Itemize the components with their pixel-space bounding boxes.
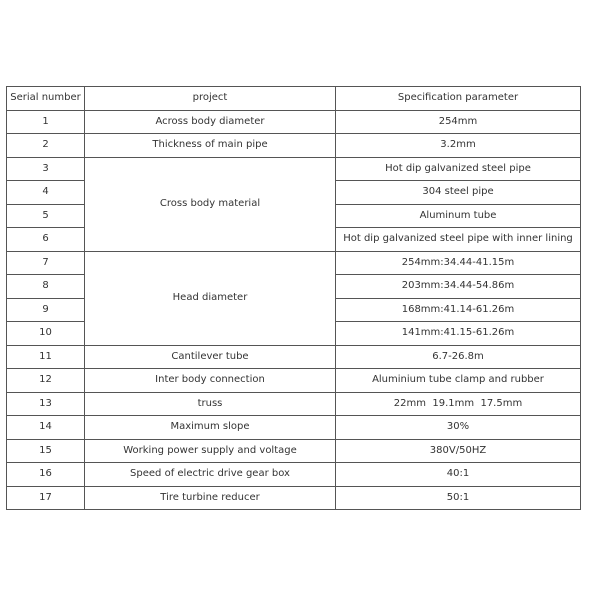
table-row (7, 486, 581, 510)
project-cell: Working power supply and voltage (85, 439, 336, 463)
spec-cell: 168mm:41.14-61.26m (336, 298, 581, 322)
header-serial-number: Serial number (7, 87, 85, 111)
header-project: project (85, 87, 336, 111)
specification-table (6, 86, 581, 510)
spec-cell: 40:1 (336, 463, 581, 487)
spec-cell: 3.2mm (336, 134, 581, 158)
serial-number-cell: 16 (7, 463, 85, 487)
table-row (7, 392, 581, 416)
serial-number-cell: 13 (7, 392, 85, 416)
table-row (7, 345, 581, 369)
serial-number-cell: 9 (7, 298, 85, 322)
serial-number-cell: 4 (7, 181, 85, 205)
serial-number-cell: 10 (7, 322, 85, 346)
spec-cell: 304 steel pipe (336, 181, 581, 205)
spec-cell: Hot dip galvanized steel pipe (336, 157, 581, 181)
serial-number-cell: 1 (7, 110, 85, 134)
serial-number-cell: 3 (7, 157, 85, 181)
serial-number-cell: 14 (7, 416, 85, 440)
spec-cell: Hot dip galvanized steel pipe with inner lining (336, 228, 581, 252)
project-cell-merged: Cross body material (85, 157, 336, 251)
table-row (7, 110, 581, 134)
header-specification-parameter: Specification parameter (336, 87, 581, 111)
serial-number-cell: 5 (7, 204, 85, 228)
table-row (7, 463, 581, 487)
spec-cell: 141mm:41.15-61.26m (336, 322, 581, 346)
table-row (7, 416, 581, 440)
serial-number-cell: 2 (7, 134, 85, 158)
spec-cell: 203mm:34.44-54.86m (336, 275, 581, 299)
spec-cell: 254mm:34.44-41.15m (336, 251, 581, 275)
project-cell: Maximum slope (85, 416, 336, 440)
table-row (7, 369, 581, 393)
serial-number-cell: 8 (7, 275, 85, 299)
spec-cell: 6.7-26.8m (336, 345, 581, 369)
table-header-row (7, 87, 581, 111)
project-cell: Tire turbine reducer (85, 486, 336, 510)
serial-number-cell: 17 (7, 486, 85, 510)
project-cell: Across body diameter (85, 110, 336, 134)
serial-number-cell: 7 (7, 251, 85, 275)
table-row (7, 251, 581, 275)
serial-number-cell: 6 (7, 228, 85, 252)
table-row (7, 157, 581, 181)
spec-cell: Aluminium tube clamp and rubber (336, 369, 581, 393)
spec-cell: 50:1 (336, 486, 581, 510)
project-cell-merged: Head diameter (85, 251, 336, 345)
serial-number-cell: 12 (7, 369, 85, 393)
table-row (7, 134, 581, 158)
project-cell: Speed of electric drive gear box (85, 463, 336, 487)
spec-cell: 380V/50HZ (336, 439, 581, 463)
spec-cell: 22mm 19.1mm 17.5mm (336, 392, 581, 416)
project-cell: Cantilever tube (85, 345, 336, 369)
spec-cell: 30% (336, 416, 581, 440)
serial-number-cell: 15 (7, 439, 85, 463)
project-cell: truss (85, 392, 336, 416)
project-cell: Thickness of main pipe (85, 134, 336, 158)
spec-cell: 254mm (336, 110, 581, 134)
spec-cell: Aluminum tube (336, 204, 581, 228)
project-cell: Inter body connection (85, 369, 336, 393)
serial-number-cell: 11 (7, 345, 85, 369)
table-row (7, 439, 581, 463)
